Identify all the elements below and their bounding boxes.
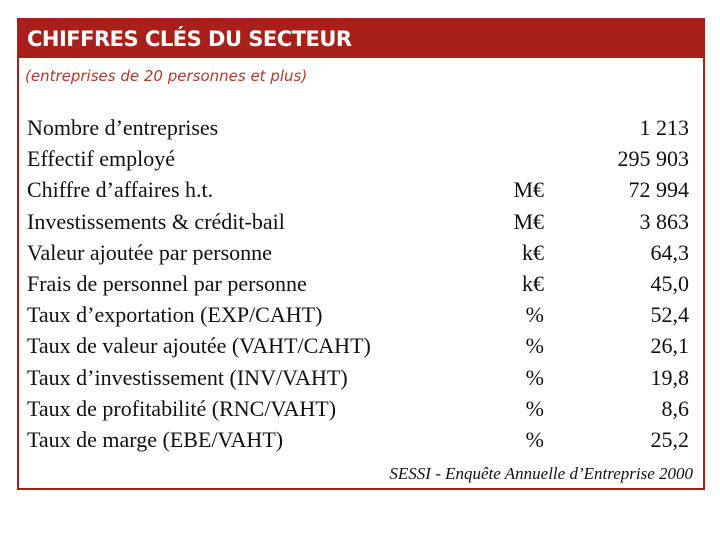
table-row	[19, 237, 703, 268]
row-unit: M€	[513, 177, 544, 203]
row-label: Valeur ajoutée par personne	[27, 239, 272, 265]
table-row	[19, 393, 703, 424]
row-label: Taux de valeur ajoutée (VAHT/CAHT)	[27, 333, 371, 359]
table-row	[19, 299, 703, 330]
row-value: 52,4	[650, 302, 689, 328]
table-row	[19, 143, 703, 174]
row-label: Frais de personnel par personne	[27, 270, 307, 296]
card-title: CHIFFRES CLÉS DU SECTEUR	[27, 27, 352, 51]
row-unit: %	[525, 395, 544, 421]
row-label: Investissements & crédit-bail	[27, 208, 285, 234]
row-label: Taux d’exportation (EXP/CAHT)	[27, 302, 323, 328]
row-unit: %	[525, 364, 544, 390]
row-unit: %	[525, 333, 544, 359]
row-value: 1 213	[639, 115, 689, 140]
key-figures-card	[17, 18, 705, 490]
row-unit: M€	[513, 208, 544, 234]
source-note: SESSI - Enquête Annuelle d’Entreprise 2000	[389, 464, 693, 483]
table-row	[19, 330, 703, 361]
figures-table	[19, 112, 703, 455]
row-label: Taux de marge (EBE/VAHT)	[27, 426, 284, 452]
table-row	[19, 362, 703, 393]
row-value: 3 863	[639, 208, 689, 234]
row-label: Taux d’investissement (INV/VAHT)	[27, 364, 348, 390]
row-value: 26,1	[650, 333, 689, 359]
row-label: Chiffre d’affaires h.t.	[27, 177, 214, 203]
row-unit: k€	[522, 239, 544, 265]
row-value: 295 903	[617, 146, 689, 172]
row-value: 25,2	[650, 426, 689, 452]
row-value: 64,3	[650, 239, 689, 265]
row-label: Effectif employé	[27, 146, 176, 172]
row-unit: %	[525, 302, 544, 328]
table-row	[19, 112, 703, 143]
row-label: Taux de profitabilité (RNC/VAHT)	[27, 395, 337, 421]
table-row	[19, 268, 703, 299]
row-value: 72 994	[628, 177, 689, 203]
table-row	[19, 206, 703, 237]
row-value: 19,8	[650, 364, 689, 390]
row-unit: k€	[522, 270, 544, 296]
row-unit: %	[525, 426, 544, 452]
row-value: 8,6	[661, 395, 689, 421]
table-row	[19, 424, 703, 455]
row-value: 45,0	[650, 270, 689, 296]
card-header	[19, 20, 703, 58]
table-row	[19, 174, 703, 205]
row-label: Nombre d’entreprises	[27, 115, 219, 140]
card-subtitle: (entreprises de 20 personnes et plus)	[25, 67, 308, 85]
